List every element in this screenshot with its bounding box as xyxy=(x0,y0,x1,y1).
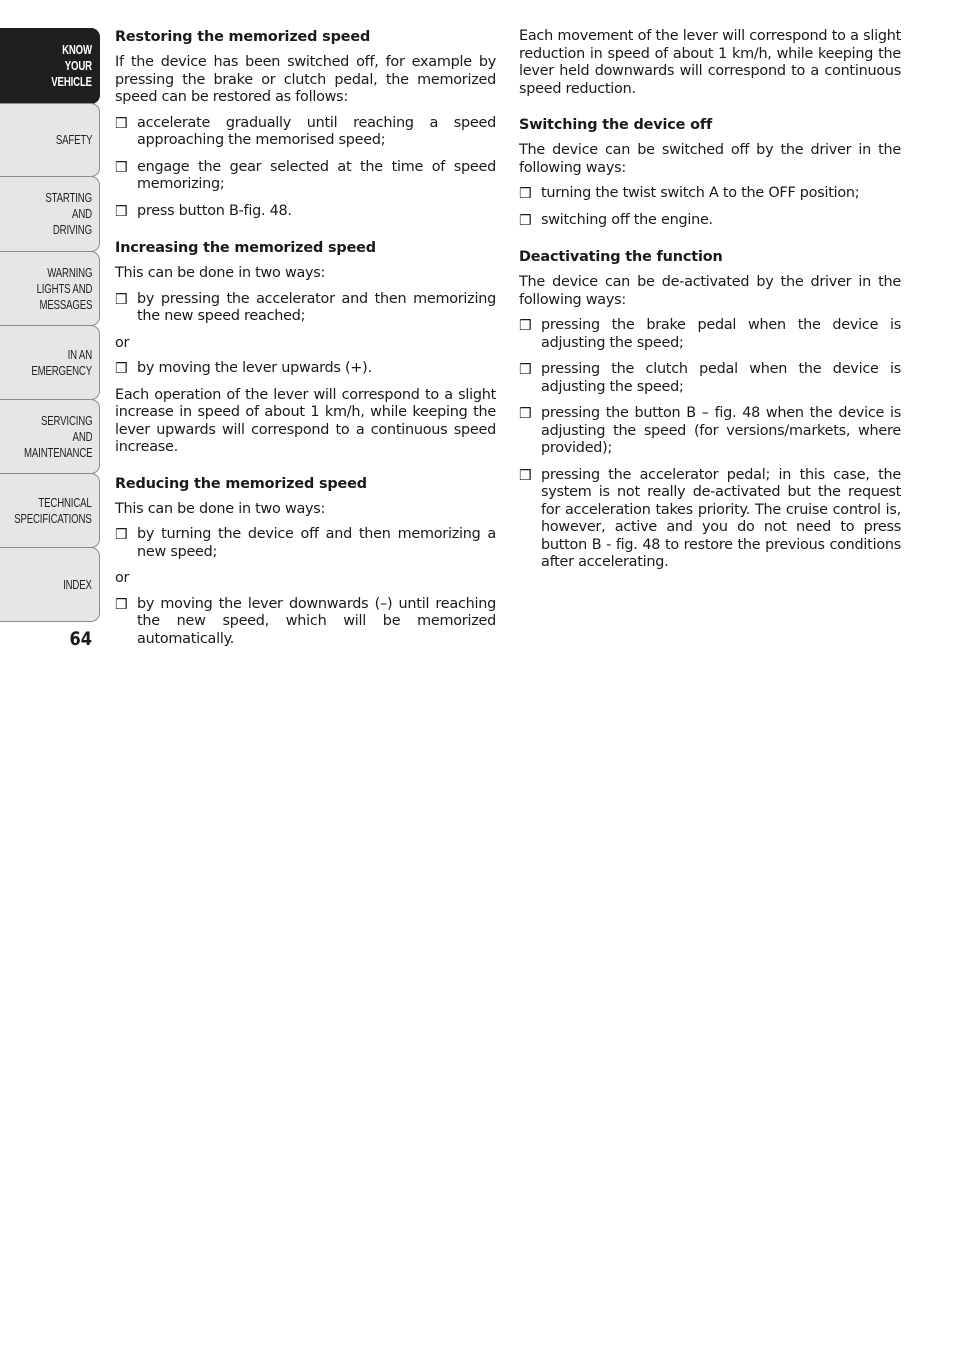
deactivating-heading: Deactivating the function xyxy=(519,249,723,265)
checkbox-bullet-icon: ❒ xyxy=(115,527,128,543)
increasing-heading: Increasing the memorized speed xyxy=(115,240,376,256)
list-item: ❒ by pressing the accelerator and then memorizing the new speed reached; xyxy=(115,290,496,324)
list-item: ❒ pressing the clutch pedal when the device is adjusting the speed; xyxy=(519,361,901,395)
checkbox-bullet-icon: ❒ xyxy=(519,362,532,378)
checkbox-bullet-icon: ❒ xyxy=(115,115,128,132)
deactivating-intro: The device can be de-activated by the driver in the following ways: xyxy=(519,274,901,308)
tab-label: INDEX xyxy=(63,576,92,592)
lever-note: Each movement of the lever will correspond to a slight reduction in speed of about 1 km/h, while keeping the lever held downwards will correspond to a continuous speed reduction. xyxy=(519,28,901,97)
left-column xyxy=(115,28,496,657)
increasing-note: Each operation of the lever will correspond to a slight increase in speed of about 1 km/h, while keeping the lever upwards will correspond to a continuous speed increase. xyxy=(115,386,496,455)
switching-off-heading: Switching the device off xyxy=(519,117,713,133)
restoring-list xyxy=(115,115,496,221)
checkbox-bullet-icon: ❒ xyxy=(519,212,532,229)
reducing-intro: This can be done in two ways: xyxy=(115,500,326,517)
tab-label: TECHNICAL SPECIFICATIONS xyxy=(14,494,92,526)
reducing-list-2 xyxy=(115,596,496,649)
tab-safety[interactable] xyxy=(0,103,100,177)
list-item: ❒ by turning the device off and then memorizing a new speed; xyxy=(115,526,496,560)
reducing-heading: Reducing the memorized speed xyxy=(115,475,367,492)
checkbox-bullet-icon: ❒ xyxy=(115,159,128,176)
page-number: 64 xyxy=(69,628,92,650)
checkbox-bullet-icon: ❒ xyxy=(115,203,128,220)
tab-index[interactable] xyxy=(0,547,100,622)
list-item: ❒ pressing the accelerator pedal; in this case, the system is not really de-activated but the request for acceleration takes priority. The cruise control is, however, active and you do not need to press button B - fig. 48 to restore the previous conditions after accelerating. xyxy=(519,466,901,570)
list-item: ❒ engage the gear selected at the time of speed memorizing; xyxy=(115,158,496,192)
checkbox-bullet-icon: ❒ xyxy=(519,467,532,484)
tab-label: KNOW YOUR VEHICLE xyxy=(51,42,92,89)
or-text: or xyxy=(115,570,130,586)
checkbox-bullet-icon: ❒ xyxy=(115,596,128,613)
list-item: ❒ pressing the button B – fig. 48 when the device is adjusting the speed (for versions/markets, where provided); xyxy=(519,405,901,456)
list-item: ❒ pressing the brake pedal when the device is adjusting the speed; xyxy=(519,317,901,351)
tab-starting-and-driving[interactable] xyxy=(0,176,100,252)
list-item: ❒ switching off the engine. xyxy=(519,211,713,229)
restoring-intro: If the device has been switched off, for example by pressing the brake or clutch pedal, the memorized speed can be restored as follows: xyxy=(115,54,496,105)
tab-label: IN AN EMERGENCY xyxy=(31,346,92,378)
checkbox-bullet-icon: ❒ xyxy=(115,361,128,377)
section-tabs xyxy=(0,28,101,621)
list-item: ❒ turning the twist switch A to the OFF position; xyxy=(519,185,860,202)
restoring-heading: Restoring the memorized speed xyxy=(115,29,371,45)
switching-off-intro: The device can be switched off by the driver in the following ways: xyxy=(519,142,901,176)
list-item: ❒ by moving the lever downwards (–) until reaching the new speed, which will be memorized automatically. xyxy=(115,595,496,647)
tab-label: SAFETY xyxy=(55,132,92,147)
increasing-intro: This can be done in two ways: xyxy=(115,265,326,281)
checkbox-bullet-icon: ❒ xyxy=(519,406,532,422)
tab-technical-specifications[interactable] xyxy=(0,473,100,548)
tab-know-your-vehicle[interactable] xyxy=(0,28,100,104)
checkbox-bullet-icon: ❒ xyxy=(115,291,128,308)
tab-label: SERVICING AND MAINTENANCE xyxy=(23,412,92,460)
tab-in-an-emergency[interactable] xyxy=(0,325,100,400)
or-text: or xyxy=(115,334,130,351)
checkbox-bullet-icon: ❒ xyxy=(519,318,532,334)
list-item: ❒ press button B-fig. 48. xyxy=(115,202,292,220)
switching-off-list xyxy=(519,185,901,229)
list-item: ❒ by moving the lever upwards (+). xyxy=(115,360,372,377)
list-item: ❒ accelerate gradually until reaching a speed approaching the memorised speed; xyxy=(115,114,496,148)
tab-warning-lights-and-messages[interactable] xyxy=(0,251,100,326)
deactivating-list xyxy=(519,317,901,572)
reducing-list-1 xyxy=(115,526,496,561)
tab-label: WARNING LIGHTS AND MESSAGES xyxy=(36,264,92,312)
tab-servicing-and-maintenance[interactable] xyxy=(0,399,100,474)
checkbox-bullet-icon: ❒ xyxy=(519,186,532,202)
increasing-list-2 xyxy=(115,360,496,378)
increasing-list-1 xyxy=(115,291,496,326)
tab-label: STARTING AND DRIVING xyxy=(45,190,92,237)
right-column xyxy=(519,28,901,581)
